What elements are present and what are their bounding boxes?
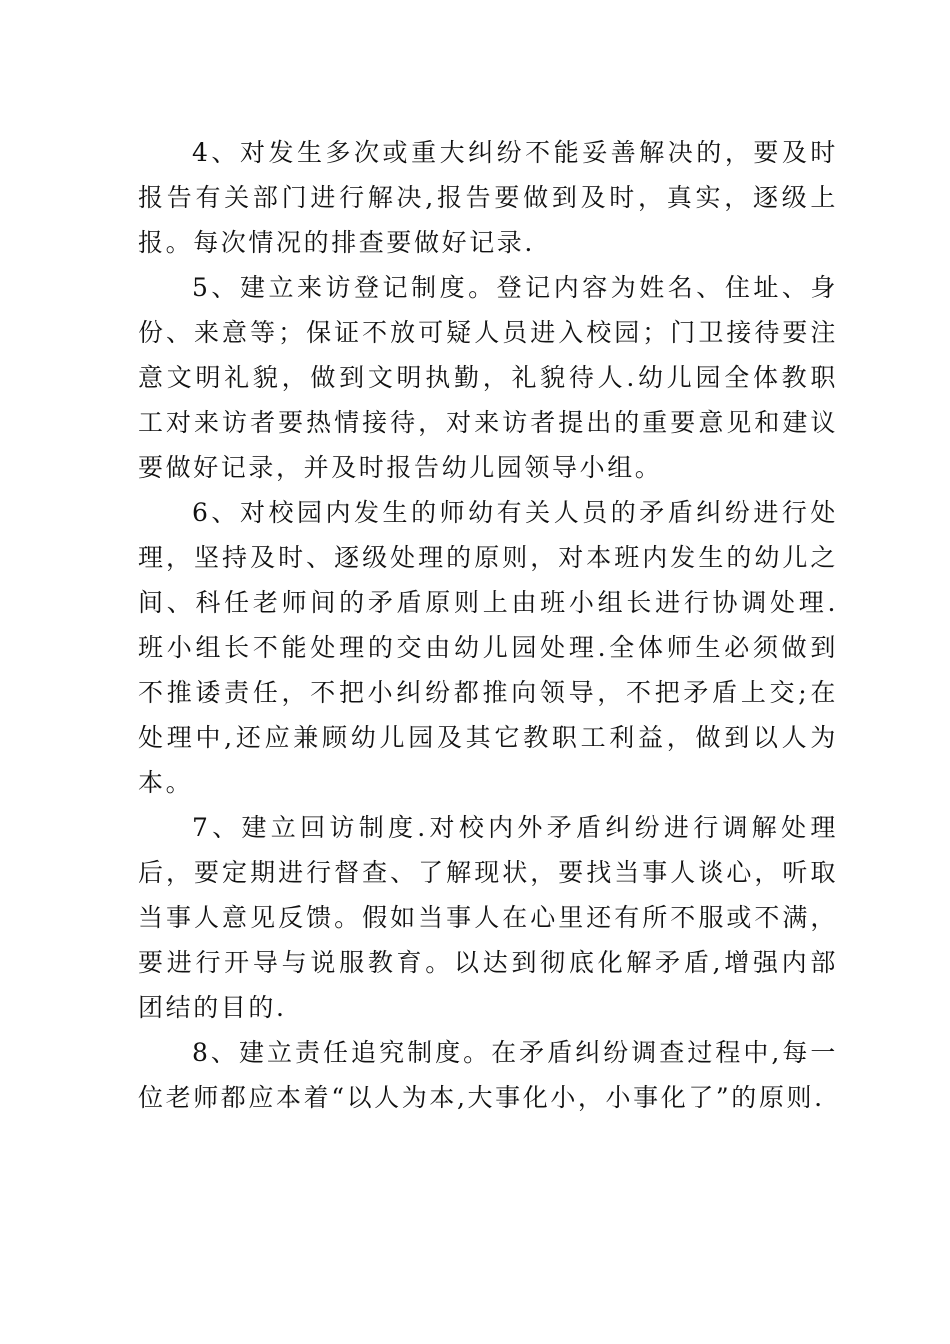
paragraph-item-7: 7、建立回访制度.对校内外矛盾纠纷进行调解处理后，要定期进行督查、了解现状，要找当事人谈心，听取当事人意见反馈。假如当事人在心里还有所不服或不满，要进行开导与说服教育。以达到彻底化解矛盾,增强内部团结的目的.: [138, 813, 838, 1022]
paragraph-item-4: 4、对发生多次或重大纠纷不能妥善解决的，要及时报告有关部门进行解决,报告要做到及时，真实，逐级上报。每次情况的排查要做好记录.: [138, 138, 838, 257]
paragraph-item-5: 5、建立来访登记制度。登记内容为姓名、住址、身份、来意等；保证不放可疑人员进入校园；门卫接待要注意文明礼貌，做到文明执勤，礼貌待人.幼儿园全体教职工对来访者要热情接待，对来访者提出的重要意见和建议要做好记录，并及时报告幼儿园领导小组。: [138, 273, 838, 482]
paragraph-item-6: 6、对校园内发生的师幼有关人员的矛盾纠纷进行处理，坚持及时、逐级处理的原则，对本班内发生的幼儿之间、科任老师间的矛盾原则上由班小组长进行协调处理.班小组长不能处理的交由幼儿园处理.全体师生必须做到不推诿责任，不把小纠纷都推向领导，不把矛盾上交;在处理中,还应兼顾幼儿园及其它教职工利益，做到以人为本。: [138, 498, 838, 797]
paragraph-item-8: 8、建立责任追究制度。在矛盾纠纷调查过程中,每一位老师都应本着“以人为本,大事化小，小事化了”的原则.: [138, 1038, 838, 1112]
document-body: [138, 130, 838, 1120]
